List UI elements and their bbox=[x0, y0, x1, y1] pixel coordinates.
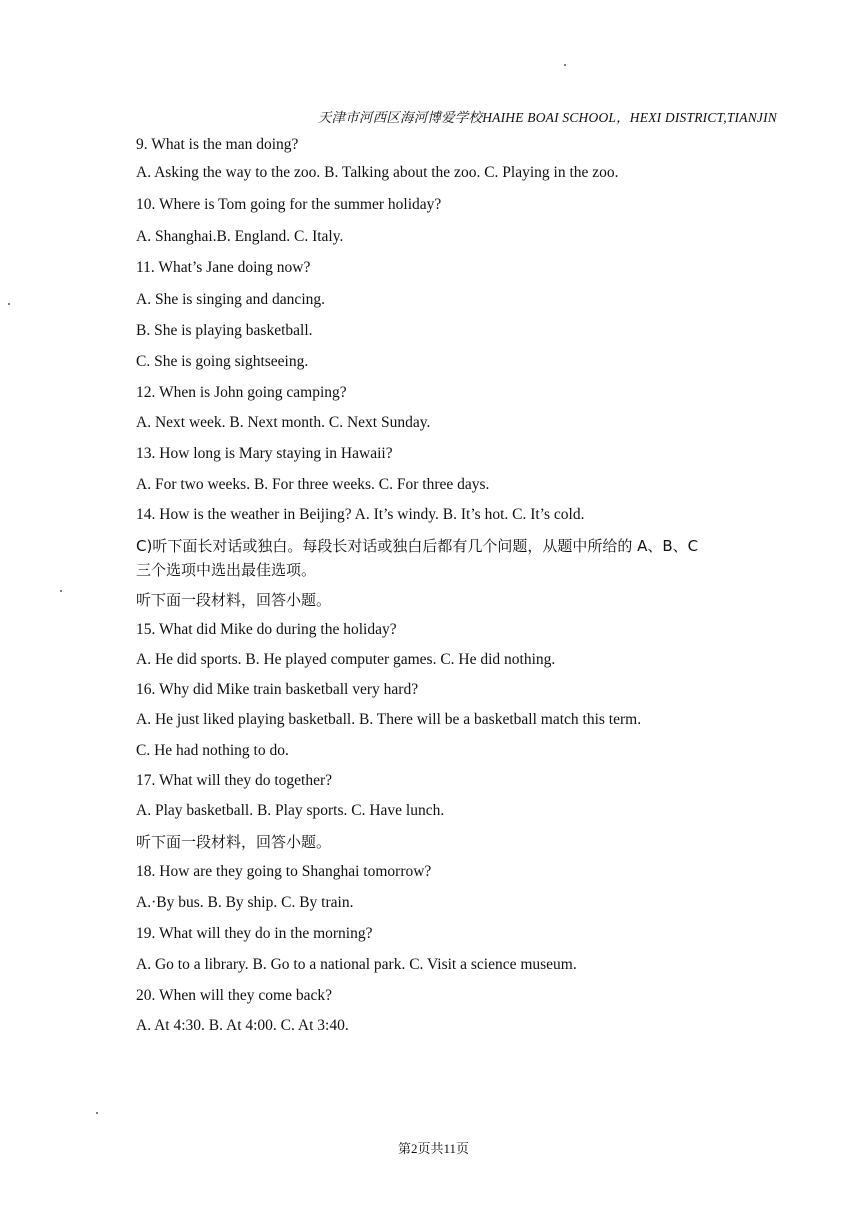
question-line: A. Play basketball. B. Play sports. C. Have lunch. bbox=[136, 802, 445, 819]
question-line: B. She is playing basketball. bbox=[136, 322, 313, 339]
question-line: A. He did sports. B. He played computer games. C. He did nothing. bbox=[136, 651, 556, 668]
question-line: 10. Where is Tom going for the summer holiday? bbox=[136, 196, 442, 213]
instruction-text: 听下面一段材料，回答小题。 bbox=[136, 591, 332, 609]
question-line: 15. What did Mike do during the holiday? bbox=[136, 621, 397, 638]
scan-speck bbox=[564, 64, 566, 66]
question-line: 16. Why did Mike train basketball very hard? bbox=[136, 681, 419, 698]
scan-speck bbox=[60, 590, 62, 592]
question-line: A. She is singing and dancing. bbox=[136, 291, 325, 308]
question-line: 9. What is the man doing? bbox=[136, 136, 299, 153]
question-line: A. Go to a library. B. Go to a national park. C. Visit a science museum. bbox=[136, 956, 577, 973]
question-line: 17. What will they do together? bbox=[136, 772, 332, 789]
question-line: A. For two weeks. B. For three weeks. C. For three days. bbox=[136, 476, 490, 493]
question-line: 18. How are they going to Shanghai tomorrow? bbox=[136, 863, 432, 880]
instruction-text: C)听下面长对话或独白。每段长对话或独白后都有几个问题，从题中所给的 A、B、C bbox=[136, 537, 699, 555]
question-line: 13. How long is Mary staying in Hawaii? bbox=[136, 445, 393, 462]
question-line: 20. When will they come back? bbox=[136, 987, 332, 1004]
question-line: 14. How is the weather in Beijing? A. It’s windy. B. It’s hot. C. It’s cold. bbox=[136, 506, 585, 523]
school-header: 天津市河西区海河博爱学校HAIHE BOAI SCHOOL，HEXI DISTRICT,TIANJIN bbox=[317, 110, 777, 125]
scan-speck bbox=[8, 303, 10, 305]
question-line: 19. What will they do in the morning? bbox=[136, 925, 373, 942]
question-line: A. Shanghai.B. England. C. Italy. bbox=[136, 228, 344, 245]
scan-speck bbox=[96, 1112, 98, 1114]
question-line: A. At 4:30. B. At 4:00. C. At 3:40. bbox=[136, 1017, 349, 1034]
question-line: A. Asking the way to the zoo. B. Talking about the zoo. C. Playing in the zoo. bbox=[136, 164, 619, 181]
question-line: A.·By bus. B. By ship. C. By train. bbox=[136, 894, 354, 911]
question-line: A. Next week. B. Next month. C. Next Sunday. bbox=[136, 414, 431, 431]
question-line: C. She is going sightseeing. bbox=[136, 353, 309, 370]
question-line: 12. When is John going camping? bbox=[136, 384, 347, 401]
question-line: C. He had nothing to do. bbox=[136, 742, 289, 759]
page-number: 第2页共11页 bbox=[397, 1141, 470, 1156]
instruction-text: 听下面一段材料，回答小题。 bbox=[136, 833, 332, 851]
question-line: 11. What’s Jane doing now? bbox=[136, 259, 311, 276]
instruction-text: 三个选项中选出最佳选项。 bbox=[136, 561, 317, 579]
question-line: A. He just liked playing basketball. B. There will be a basketball match this term. bbox=[136, 711, 642, 728]
